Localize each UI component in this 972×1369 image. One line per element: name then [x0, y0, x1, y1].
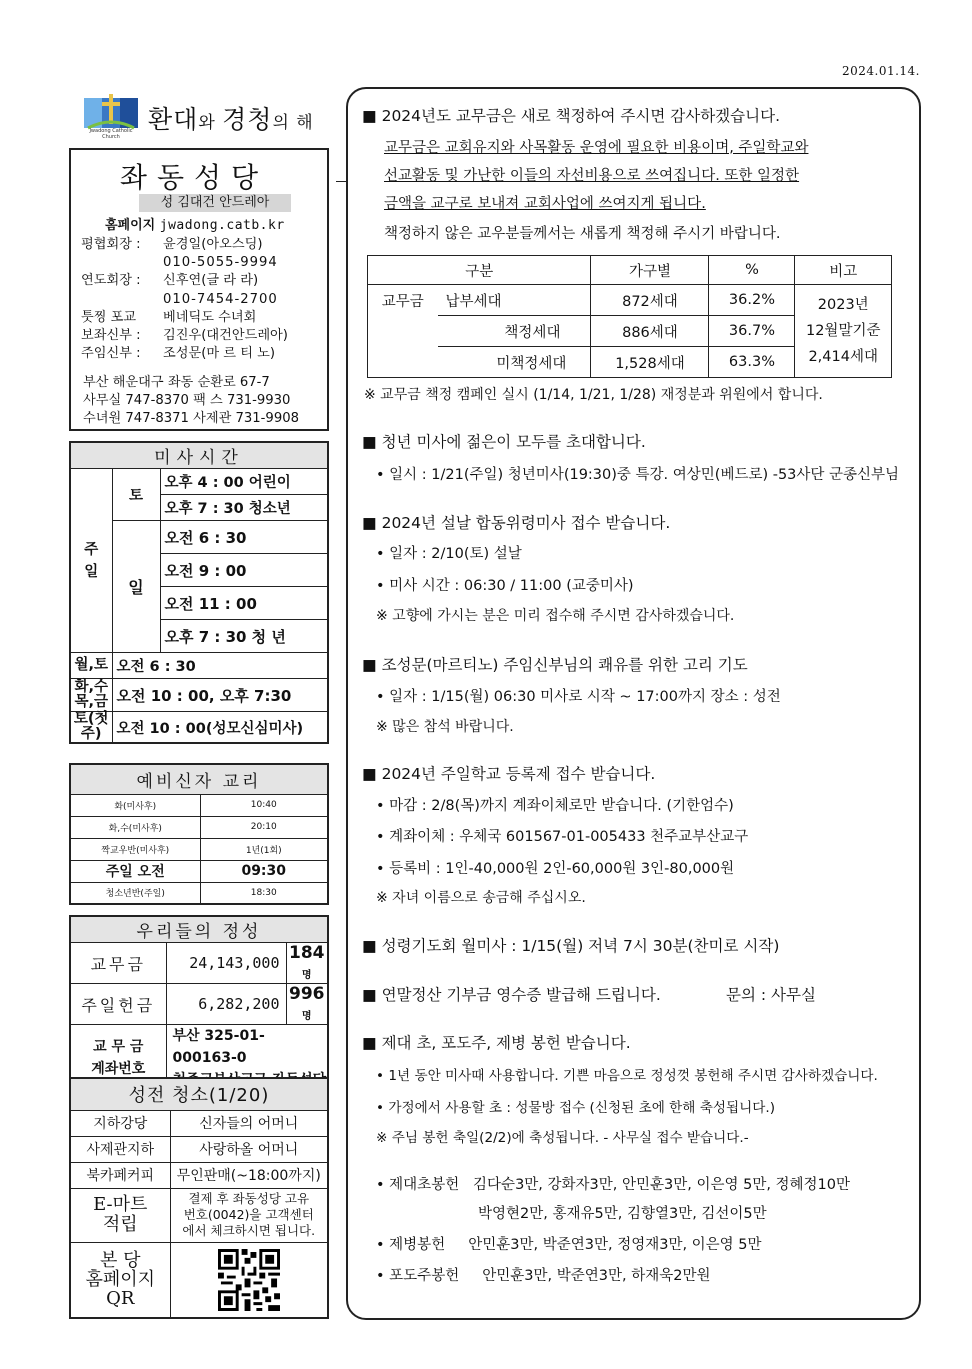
donor-row: • 포도주봉헌 안민훈3만, 박준연3만, 하재욱2만원 [376, 1264, 710, 1285]
notice-youth-title: ■ 청년 미사에 젊은이 모두를 초대합니다. [362, 430, 646, 452]
homepage: 홈페이지 jwadong.catb.kr [105, 218, 285, 233]
patron-saint: 성 김대건 안드레아 [139, 194, 291, 212]
homepage-qr-code-icon[interactable] [218, 1249, 280, 1311]
catechism-table: 예비신자 교리 화(미사후) 10:40 화,수(미사후) 20:10 짝교우반(미사후) 1년(1회) 주일 오전 09:30 청소년반(주일) 18:30 [69, 763, 329, 905]
dues-table: 구분 가구별 % 비고 교무금 납부세대 872세대 36.2% 2023년 12월말기준 2,414세대 책정세대 886세대 36.7% 미책정세대 1,528세대 63.3% [367, 255, 892, 378]
catechism-title: 예비신자 교리 [70, 764, 328, 794]
cleaning-title: 성전 청소(1/20) [70, 1078, 328, 1110]
logo-caption: Jwadong Catholic Church [89, 128, 133, 140]
church-address: 부산 해운대구 좌동 순환로 67-7 사무실 747-8370 팩 스 731-9930 수녀원 747-8371 사제관 731-9908 [83, 375, 299, 426]
notice-dues-title: ■ 2024년도 교무금은 새로 책정하여 주시면 감사하겠습니다. [362, 104, 780, 126]
notice-spirit: ■ 성령기도회 월미사 : 1/15(월) 저녁 7시 30분(찬미로 시작) [362, 934, 779, 956]
mass-schedule-title: 미사시간 [70, 442, 328, 469]
notice-newyear-title: ■ 2024년 설날 합동위령미사 접수 받습니다. [362, 511, 670, 533]
notice-school-title: ■ 2024년 주일학교 등록제 접수 받습니다. [362, 762, 655, 784]
divider-tick [336, 181, 346, 182]
notice-candle-title: ■ 제대 초, 포도주, 제병 봉헌 받습니다. [362, 1031, 631, 1053]
homepage-link[interactable]: jwadong.catb.kr [159, 218, 285, 233]
notice-tax-contact: 문의 : 사무실 [726, 986, 816, 1004]
donor-row: • 제대초봉헌 김다순3만, 강화자3만, 안민훈3만, 이은영 5만, 정혜정10만 [376, 1173, 850, 1194]
staff-list: 평협회장 : 윤경일(아오스딩) 010-5055-9994 연도회장 : 신후연(글 라 라) 010-7454-2700 툿찡 포교 베네딕도 수녀회 보좌신부 : 김진우(대건안드레아) 주임신부 : 조성문(마 르 티 노) [81, 237, 288, 362]
header-logo-row [82, 92, 328, 138]
church-name: 좌동성당 [119, 161, 269, 194]
year-motto: 환대와 경청의 해 [148, 105, 314, 134]
bank-account: 부산 325-01-000163-0 [166, 1025, 328, 1093]
mass-schedule-table: 미사시간 주 일 토 오후 4 : 00 어린이 오후 7 : 30 청소년 일 오전 6 : 30 오전 9 : 00 오전 11 : 00 오후 7 : 30 청 년 월,토 오전 6 : 30 화,수 목,금 오전 10 : 00, 오후 7:30 토(첫주) 오전 10 : 00(성모신심미사) [69, 441, 329, 744]
cleaning-table: 성전 청소(1/20) 지하강당 신자들의 어머니 사제관지하 사랑하올 어머니 북카페커피 무인판매(~18:00까지) E-마트 적립 결제 후 좌동성당 고유 번호(0042)을 고객센터 에서 체크하시면 됩니다. 본 당 홈페이지 QR [69, 1077, 329, 1319]
donor-row: • 제병봉헌 안민훈3만, 박준연3만, 정영재3만, 이은영 5만 [376, 1233, 762, 1254]
offering-table: 우리들의 정성 교무금 24,143,000 184명 주일헌금 6,282,200 996명 교 무 금 계좌번호 부산 325-01-000163-0 [69, 915, 329, 1093]
church-info-box [69, 148, 329, 431]
notice-tax: ■ 연말정산 기부금 영수증 발급해 드립니다. [362, 983, 661, 1005]
offering-title: 우리들의 정성 [70, 916, 328, 943]
notice-prayer-title: ■ 조성문(마르티노) 주임신부님의 쾌유를 위한 고리 기도 [362, 653, 748, 675]
bulletin-date: 2024.01.14. [841, 64, 920, 78]
